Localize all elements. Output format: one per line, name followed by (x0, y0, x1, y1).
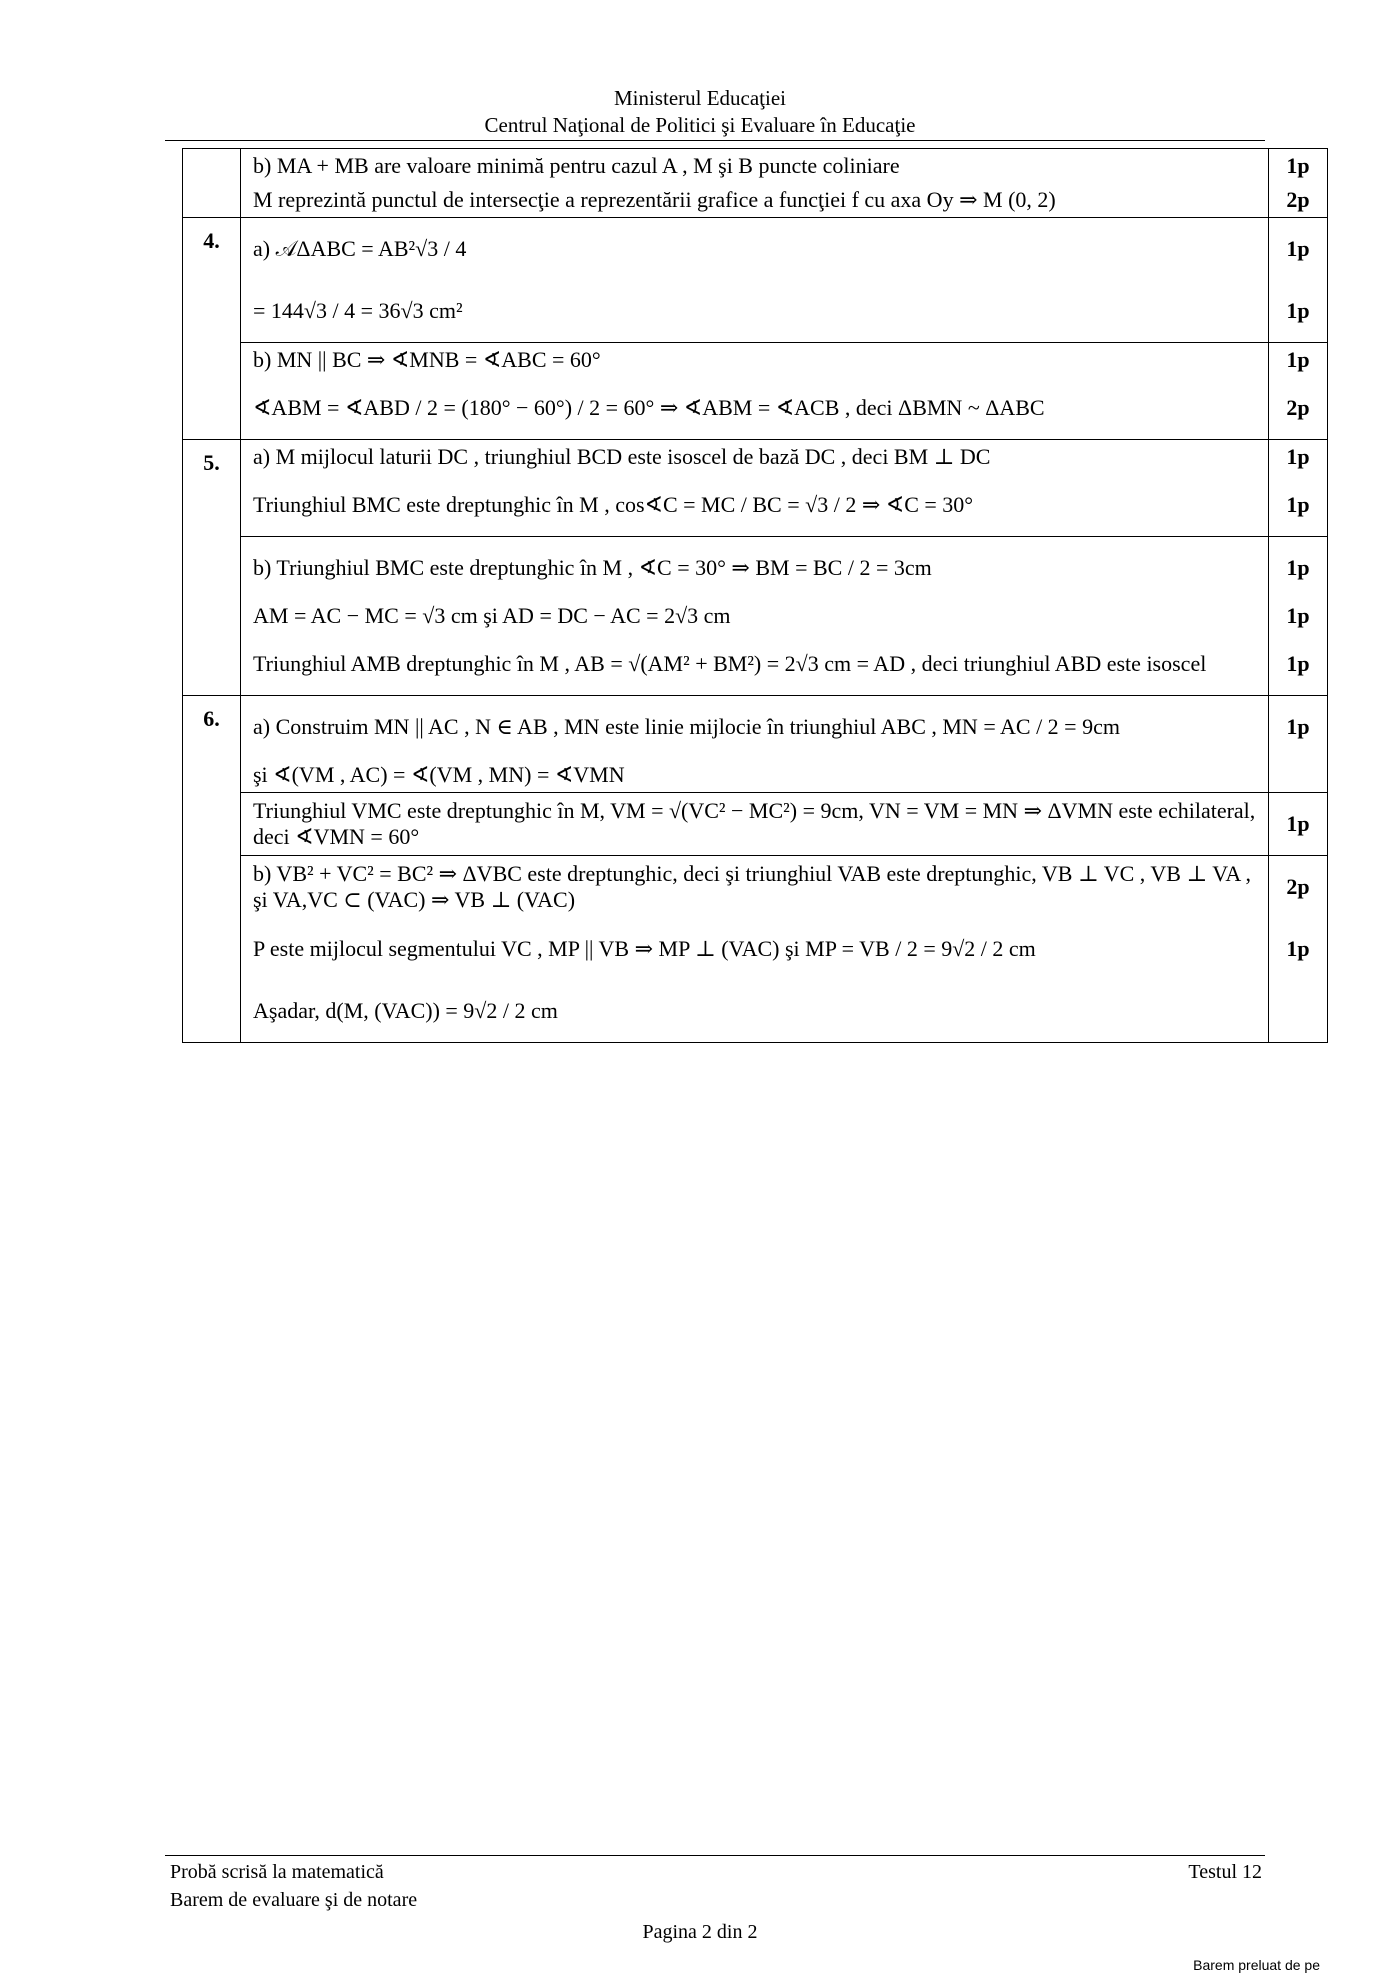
footer-barem: Barem de evaluare şi de notare (170, 1889, 418, 1911)
footer-test-number: Testul 12 (1188, 1861, 1262, 1883)
item-content (241, 149, 1328, 218)
item-number: 4. (183, 218, 241, 440)
solution-line: a) Construim MN || AC , N ∈ AB , MN este linie mijlocie în triunghiul ABC , MN = AC / 2 = 9cm (253, 713, 1120, 739)
points: 1p (1268, 696, 1327, 758)
points: 1p (1268, 918, 1327, 980)
item-number: 6. (183, 696, 241, 1043)
page-number: Pagina 2 din 2 (642, 1921, 758, 1943)
item-content (241, 440, 1328, 696)
solution-line: = 144√3 / 4 = 36√3 cm² (253, 297, 463, 323)
solution-line: AM = AC − MC = √3 cm şi AD = DC − AC = 2√3 cm (253, 602, 731, 628)
grading-table (182, 148, 1328, 1043)
solution-line: Triunghiul AMB dreptunghic în M , AB = √(AM² + BM²) = 2√3 cm = AD , deci triunghiul ABD este isoscel (253, 650, 1207, 676)
header-ministry: Ministerul Educaţiei (613, 86, 787, 110)
solution-line: a) 𝒜ΔABC = AB²√3 / 4 (253, 235, 467, 261)
source-note: Barem preluat de pe (1193, 1957, 1320, 1973)
points: 2p (1268, 856, 1327, 918)
points: 1p (1268, 474, 1327, 536)
points: 1p (1268, 633, 1327, 695)
solution-line: ∢ABM = ∢ABD / 2 = (180° − 60°) / 2 = 60° ⇒ ∢ABM = ∢ACB , deci ΔBMN ~ ΔABC (253, 394, 1045, 420)
item-content (241, 218, 1328, 440)
solution-line: b) MN || BC ⇒ ∢MNB = ∢ABC = 60° (253, 346, 601, 372)
points: 1p (1268, 280, 1327, 342)
footer-subject: Probă scrisă la matematică (170, 1861, 384, 1883)
item-number: 5. (183, 440, 241, 696)
solution-line: P este mijlocul segmentului VC , MP || VB ⇒ MP ⊥ (VAC) şi MP = VB / 2 = 9√2 / 2 cm (253, 935, 1036, 961)
points: 1p (1268, 149, 1327, 183)
table-row (183, 218, 1328, 440)
item-content (241, 696, 1328, 1043)
solution-line: Triunghiul BMC este dreptunghic în M , cos∢C = MC / BC = √3 / 2 ⇒ ∢C = 30° (253, 491, 974, 517)
points: 1p (1268, 440, 1327, 474)
header-center: Centrul Naţional de Politici şi Evaluare în Educaţie (484, 113, 916, 137)
points: 2p (1268, 377, 1327, 439)
item-number (183, 149, 241, 218)
solution-line: Triunghiul VMC este dreptunghic în M, VM = √(VC² − MC²) = 9cm, VN = VM = MN ⇒ ΔVMN este echilateral, deci ∢VMN = 60° (253, 797, 1256, 849)
solution-line: Aşadar, d(M, (VAC)) = 9√2 / 2 cm (253, 997, 558, 1023)
table-row (183, 149, 1328, 218)
points: 1p (1268, 599, 1327, 633)
footer-rule (165, 1855, 1265, 1856)
solution-line: a) M mijlocul laturii DC , triunghiul BCD este isoscel de bază DC , deci BM ⊥ DC (253, 443, 991, 469)
solution-line: şi ∢(VM , AC) = ∢(VM , MN) = ∢VMN (253, 761, 625, 787)
table-row (183, 696, 1328, 1043)
header-rule (165, 140, 1265, 141)
points: 1p (1268, 218, 1327, 280)
solution-line: b) MA + MB are valoare minimă pentru cazul A , M şi B puncte coliniare (253, 152, 900, 178)
solution-line: b) VB² + VC² = BC² ⇒ ΔVBC este dreptunghic, deci şi triunghiul VAB este dreptunghic, VB ⊥ VC , VB ⊥ VA , şi VA,VC ⊂ (VAC) ⇒ VB ⊥ (VAC) (253, 860, 1251, 912)
points: 1p (1268, 537, 1327, 599)
solution-line: b) Triunghiul BMC este dreptunghic în M , ∢C = 30° ⇒ BM = BC / 2 = 3cm (253, 554, 932, 580)
points: 1p (1268, 793, 1327, 855)
table-row (183, 440, 1328, 696)
points: 1p (1268, 343, 1327, 377)
solution-line: M reprezintă punctul de intersecţie a reprezentării grafice a funcţiei f cu axa Oy ⇒ M (0, 2) (253, 186, 1056, 212)
points: 2p (1268, 183, 1327, 217)
